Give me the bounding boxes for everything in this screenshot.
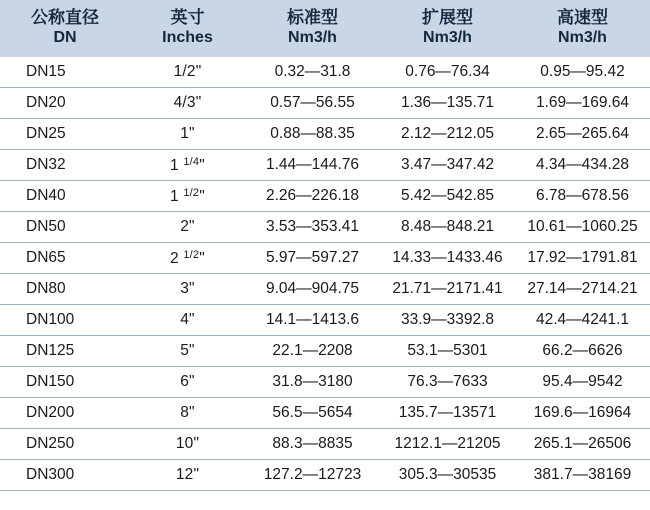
table-row: [0, 181, 650, 212]
cell-high-speed-flow: 4.34—434.28: [515, 150, 650, 181]
cell-extended-flow: 2.12—212.05: [380, 119, 515, 150]
cell-nominal-diameter: DN32: [0, 150, 130, 181]
cell-nominal-diameter: DN15: [0, 57, 130, 88]
cell-high-speed-flow: 2.65—265.64: [515, 119, 650, 150]
cell-inches: 8": [130, 398, 245, 429]
table-row: [0, 57, 650, 88]
table-row: [0, 367, 650, 398]
column-header-nominal-diameter: [0, 0, 130, 57]
cell-inches: 2": [130, 212, 245, 243]
cell-extended-flow: 305.3—30535: [380, 460, 515, 491]
cell-inches: 4": [130, 305, 245, 336]
header-line1: 英寸: [170, 8, 205, 27]
table-body: [0, 57, 650, 491]
cell-standard-flow: 1.44—144.76: [245, 150, 380, 181]
cell-nominal-diameter: DN40: [0, 181, 130, 212]
cell-extended-flow: 33.9—3392.8: [380, 305, 515, 336]
header-line1: 标准型: [287, 8, 338, 27]
cell-high-speed-flow: 1.69—169.64: [515, 88, 650, 119]
column-header-extended-type: [380, 0, 515, 57]
cell-standard-flow: 56.5—5654: [245, 398, 380, 429]
cell-nominal-diameter: DN25: [0, 119, 130, 150]
header-line2: Inches: [162, 29, 213, 47]
header-line2: Nm3/h: [288, 29, 337, 47]
cell-extended-flow: 76.3—7633: [380, 367, 515, 398]
table-row: [0, 460, 650, 491]
cell-high-speed-flow: 95.4—9542: [515, 367, 650, 398]
cell-extended-flow: 21.71—2171.41: [380, 274, 515, 305]
table-row: [0, 150, 650, 181]
header-line1: 扩展型: [422, 8, 473, 27]
cell-inches: 1 $^{1/4}$": [130, 150, 245, 181]
cell-extended-flow: 53.1—5301: [380, 336, 515, 367]
cell-standard-flow: 0.88—88.35: [245, 119, 380, 150]
header-line1: 高速型: [557, 8, 608, 27]
cell-nominal-diameter: DN65: [0, 243, 130, 274]
cell-high-speed-flow: 66.2—6626: [515, 336, 650, 367]
table-row: [0, 88, 650, 119]
cell-high-speed-flow: 17.92—1791.81: [515, 243, 650, 274]
cell-extended-flow: 1.36—135.71: [380, 88, 515, 119]
cell-nominal-diameter: DN125: [0, 336, 130, 367]
cell-standard-flow: 3.53—353.41: [245, 212, 380, 243]
cell-nominal-diameter: DN200: [0, 398, 130, 429]
cell-extended-flow: 14.33—1433.46: [380, 243, 515, 274]
cell-high-speed-flow: 265.1—26506: [515, 429, 650, 460]
cell-nominal-diameter: DN150: [0, 367, 130, 398]
cell-inches: 3": [130, 274, 245, 305]
cell-nominal-diameter: DN80: [0, 274, 130, 305]
cell-nominal-diameter: DN50: [0, 212, 130, 243]
cell-extended-flow: 135.7—13571: [380, 398, 515, 429]
cell-inches: 10": [130, 429, 245, 460]
cell-extended-flow: 0.76—76.34: [380, 57, 515, 88]
cell-high-speed-flow: 6.78—678.56: [515, 181, 650, 212]
cell-extended-flow: 8.48—848.21: [380, 212, 515, 243]
cell-inches: 1 $^{1/2}$": [130, 181, 245, 212]
cell-inches: 2 $^{1/2}$": [130, 243, 245, 274]
cell-extended-flow: 1212.1—21205: [380, 429, 515, 460]
cell-standard-flow: 2.26—226.18: [245, 181, 380, 212]
cell-nominal-diameter: DN20: [0, 88, 130, 119]
cell-high-speed-flow: 27.14—2714.21: [515, 274, 650, 305]
cell-nominal-diameter: DN100: [0, 305, 130, 336]
cell-high-speed-flow: 0.95—95.42: [515, 57, 650, 88]
table-row: [0, 305, 650, 336]
cell-standard-flow: 14.1—1413.6: [245, 305, 380, 336]
cell-standard-flow: 31.8—3180: [245, 367, 380, 398]
header-row: [0, 0, 650, 57]
table-row: [0, 212, 650, 243]
cell-inches: 1/2": [130, 57, 245, 88]
cell-standard-flow: 0.57—56.55: [245, 88, 380, 119]
table-row: [0, 119, 650, 150]
cell-extended-flow: 5.42—542.85: [380, 181, 515, 212]
cell-inches: 6": [130, 367, 245, 398]
cell-extended-flow: 3.47—347.42: [380, 150, 515, 181]
cell-inches: 4/3": [130, 88, 245, 119]
table-row: [0, 336, 650, 367]
cell-nominal-diameter: DN250: [0, 429, 130, 460]
table-row: [0, 429, 650, 460]
column-header-high-speed-type: [515, 0, 650, 57]
cell-high-speed-flow: 42.4—4241.1: [515, 305, 650, 336]
header-line1: 公称直径: [31, 8, 99, 27]
cell-high-speed-flow: 169.6—16964: [515, 398, 650, 429]
cell-standard-flow: 9.04—904.75: [245, 274, 380, 305]
cell-inches: 5": [130, 336, 245, 367]
cell-inches: 1": [130, 119, 245, 150]
column-header-inches: [130, 0, 245, 57]
header-line2: DN: [53, 29, 77, 47]
header-line2: Nm3/h: [423, 29, 472, 47]
cell-high-speed-flow: 10.61—1060.25: [515, 212, 650, 243]
cell-high-speed-flow: 381.7—38169: [515, 460, 650, 491]
cell-inches: 12": [130, 460, 245, 491]
table-row: [0, 243, 650, 274]
cell-nominal-diameter: DN300: [0, 460, 130, 491]
column-header-standard-type: [245, 0, 380, 57]
cell-standard-flow: 5.97—597.27: [245, 243, 380, 274]
header-line2: Nm3/h: [558, 29, 607, 47]
table-row: [0, 274, 650, 305]
cell-standard-flow: 22.1—2208: [245, 336, 380, 367]
table-header: [0, 0, 650, 57]
table-row: [0, 398, 650, 429]
cell-standard-flow: 88.3—8835: [245, 429, 380, 460]
cell-standard-flow: 0.32—31.8: [245, 57, 380, 88]
cell-standard-flow: 127.2—12723: [245, 460, 380, 491]
